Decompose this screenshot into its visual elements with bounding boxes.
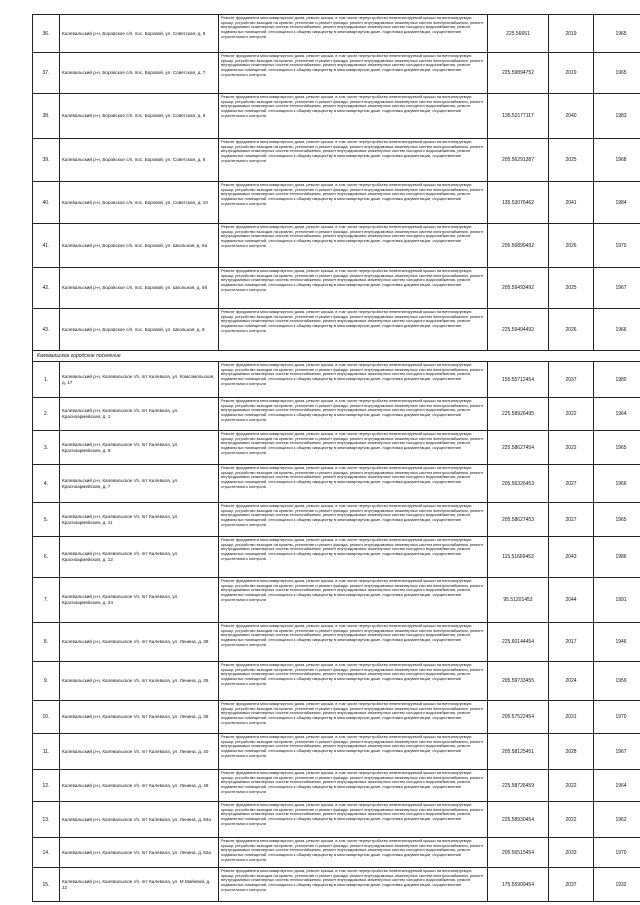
table-row — [33, 537, 640, 578]
row-number: 7. — [33, 578, 60, 623]
repair-year-cell: 2033 — [549, 838, 594, 868]
cost-cell: 155.55712454 — [488, 362, 549, 398]
address-cell: Калевальский р-н, Боровское с/п, пос. Боровой, ул. Школьная, д. 8 — [60, 309, 219, 351]
cost-cell: 205.56899492 — [488, 224, 549, 268]
table-row — [33, 701, 640, 734]
cost-cell: 225.60144454 — [488, 623, 549, 662]
repair-year-cell: 2044 — [549, 578, 594, 623]
works-cell: Ремонт фундамента многоквартирного дома, ремонт крыши, в том числе переустройство невентилируемой крыши на вентилируемую крышу, устройство выходов на кровлю, утепление и ремонт фасада, ремонт внутридомовых инженерных систем электроснабжения, ремонт внутридомовых инженерных систем теплоснабжения, ремонт внутридомовых инженерных систем холодного водоснабжения, ремонт подвальных помещений, относящихся к общему имуществу в многоквартирном доме, подготовка документации, осуществление строительного контроля — [219, 465, 488, 503]
works-cell: Ремонт фундамента многоквартирного дома, ремонт крыши, в том числе переустройство невентилируемой крыши на вентилируемую крышу, устройство выходов на кровлю, утепление и ремонт фасада, ремонт внутридомовых инженерных систем электроснабжения, ремонт внутридомовых инженерных систем теплоснабжения, ремонт внутридомовых инженерных систем холодного водоснабжения, ремонт подвальных помещений, относящихся к общему имуществу в многоквартирном доме, подготовка документации, осуществление строительного контроля — [219, 398, 488, 431]
repair-year-cell: 2022 — [549, 770, 594, 802]
address-cell: Калевальский р-н, Калевальское г/п, пгт Калевала, ул. М.Майнвой, д. 22 — [60, 868, 219, 902]
works-cell: Ремонт фундамента многоквартирного дома, ремонт крыши, в том числе переустройство невентилируемой крыши на вентилируемую крышу, устройство выходов на кровлю, утепление и ремонт фасада, ремонт внутридомовых инженерных систем электроснабжения, ремонт внутридомовых инженерных систем теплоснабжения, ремонт внутридомовых инженерных систем холодного водоснабжения, ремонт подвальных помещений, относящихся к общему имуществу в многоквартирном доме, подготовка документации, осуществление строительного контроля — [219, 15, 488, 53]
table-row — [33, 182, 640, 224]
cost-cell: 205.56291387 — [488, 139, 549, 182]
works-cell: Ремонт фундамента многоквартирного дома, ремонт крыши, в том числе переустройство невентилируемой крыши на вентилируемую крышу, устройство выходов на кровлю, утепление и ремонт фасада, ремонт внутридомовых инженерных систем электроснабжения, ремонт внутридомовых инженерных систем теплоснабжения, ремонт внутридомовых инженерных систем холодного водоснабжения, ремонт подвальных помещений, относящихся к общему имуществу в многоквартирном доме, подготовка документации, осуществление строительного контроля — [219, 838, 488, 868]
row-number: 42. — [33, 268, 60, 309]
address-cell: Калевальский р-н, Калевальское г/п, пгт Калевала, ул. Ленина, д. 38 — [60, 623, 219, 662]
address-cell: Калевальский р-н, Боровское с/п, пос. Боровой, ул. Советская, д. 6 — [60, 15, 219, 53]
works-cell: Ремонт фундамента многоквартирного дома, ремонт крыши, в том числе переустройство невентилируемой крыши на вентилируемую крышу, устройство выходов на кровлю, утепление и ремонт фасада, ремонт внутридомовых инженерных систем электроснабжения, ремонт внутридомовых инженерных систем теплоснабжения, ремонт внутридомовых инженерных систем холодного водоснабжения, ремонт подвальных помещений, относящихся к общему имуществу в многоквартирном доме, подготовка документации, осуществление строительного контроля — [219, 578, 488, 623]
row-number: 3. — [33, 431, 60, 465]
table-row — [33, 431, 640, 465]
build-year-cell: 1991 — [594, 578, 640, 623]
build-year-cell: 1984 — [594, 182, 640, 224]
repair-year-cell: 2027 — [549, 465, 594, 503]
cost-cell: 225.58627454 — [488, 431, 549, 465]
address-cell: Калевальский р-н, Калевальское г/п, пгт Калевала, ул. Красноармейская, д. 12 — [60, 537, 219, 578]
row-number: 37. — [33, 53, 60, 94]
build-year-cell: 1968 — [594, 139, 640, 182]
address-cell: Калевальский р-н, Калевальское г/п, пгт Калевала, ул. Ленина, д. 38 — [60, 701, 219, 734]
row-number: 14. — [33, 838, 60, 868]
repair-year-cell: 2022 — [549, 398, 594, 431]
table-row — [33, 868, 640, 902]
repair-year-cell: 2019 — [549, 53, 594, 94]
section-row — [33, 351, 640, 362]
row-number: 12. — [33, 770, 60, 802]
cost-cell: 135.53076462 — [488, 182, 549, 224]
build-year-cell: 1970 — [594, 224, 640, 268]
table-row — [33, 770, 640, 802]
address-cell: Калевальский р-н, Боровское с/п, пос. Боровой, ул. Школьная, д. 6а — [60, 224, 219, 268]
row-number: 8. — [33, 623, 60, 662]
table-row — [33, 139, 640, 182]
repair-year-cell: 2031 — [549, 701, 594, 734]
address-cell: Калевальский р-н, Калевальское г/п, пгт Калевала, ул. Ленина, д. 84а — [60, 802, 219, 838]
row-number: 11. — [33, 734, 60, 770]
row-number: 1. — [33, 362, 60, 398]
table-row — [33, 53, 640, 94]
address-cell: Калевальский р-н, Калевальское г/п, пгт Калевала, ул. Ленина, д. 36 — [60, 662, 219, 701]
repair-year-cell: 2041 — [549, 182, 594, 224]
row-number: 9. — [33, 662, 60, 701]
cost-cell: 205.57522454 — [488, 701, 549, 734]
address-cell: Калевальский р-н, Калевальское г/п, пгт Калевала, ул. Красноармейская, д. 24 — [60, 578, 219, 623]
table-row — [33, 94, 640, 139]
address-cell: Калевальский р-н, Калевальское г/п, пгт Калевала, ул. Ленина, д. 82а — [60, 838, 219, 868]
row-number: 10. — [33, 701, 60, 734]
address-cell: Калевальский р-н, Калевальское г/п, пгт Калевала, ул. Красноармейская, д. 1 — [60, 398, 219, 431]
row-number: 39. — [33, 139, 60, 182]
repair-year-cell: 2040 — [549, 94, 594, 139]
works-cell: Ремонт фундамента многоквартирного дома, ремонт крыши, в том числе переустройство невентилируемой крыши на вентилируемую крышу, устройство выходов на кровлю, утепление и ремонт фасада, ремонт внутридомовых инженерных систем электроснабжения, ремонт внутридомовых инженерных систем теплоснабжения, ремонт внутридомовых инженерных систем холодного водоснабжения, ремонт подвальных помещений, относящихся к общему имуществу в многоквартирном доме, подготовка документации, осуществление строительного контроля — [219, 53, 488, 94]
cost-cell: 225.59494492 — [488, 309, 549, 351]
row-number: 36. — [33, 15, 60, 53]
build-year-cell: 1966 — [594, 465, 640, 503]
repair-year-cell: 2028 — [549, 734, 594, 770]
capital-repair-table — [32, 14, 640, 902]
cost-cell: 115.51669453 — [488, 537, 549, 578]
build-year-cell: 1970 — [594, 701, 640, 734]
table-row — [33, 503, 640, 537]
address-cell: Калевальский р-н, Боровское с/п, пос. Боровой, ул. Советская, д. 8 — [60, 94, 219, 139]
works-cell: Ремонт фундамента многоквартирного дома, ремонт крыши, в том числе переустройство невентилируемой крыши на вентилируемую крышу, устройство выходов на кровлю, утепление и ремонт фасада, ремонт внутридомовых инженерных систем электроснабжения, ремонт внутридомовых инженерных систем теплоснабжения, ремонт внутридомовых инженерных систем холодного водоснабжения, ремонт подвальных помещений, относящихся к общему имуществу в многоквартирном доме, подготовка документации, осуществление строительного контроля — [219, 431, 488, 465]
cost-cell: 205.56515454 — [488, 838, 549, 868]
works-cell: Ремонт фундамента многоквартирного дома, ремонт крыши, в том числе переустройство невентилируемой крыши на вентилируемую крышу, устройство выходов на кровлю, утепление и ремонт фасада, ремонт внутридомовых инженерных систем электроснабжения, ремонт внутридомовых инженерных систем теплоснабжения, ремонт внутридомовых инженерных систем холодного водоснабжения, ремонт подвальных помещений, относящихся к общему имуществу в многоквартирном доме, подготовка документации, осуществление строительного контроля — [219, 662, 488, 701]
cost-cell: 205.59733455 — [488, 662, 549, 701]
build-year-cell: 1965 — [594, 503, 640, 537]
works-cell: Ремонт фундамента многоквартирного дома, ремонт крыши, в том числе переустройство невентилируемой крыши на вентилируемую крышу, устройство выходов на кровлю, утепление и ремонт фасада, ремонт внутридомовых инженерных систем электроснабжения, ремонт внутридомовых инженерных систем теплоснабжения, ремонт внутридомовых инженерных систем холодного водоснабжения, ремонт подвальных помещений, относящихся к общему имуществу в многоквартирном доме, подготовка документации, осуществление строительного контроля — [219, 868, 488, 902]
works-cell: Ремонт фундамента многоквартирного дома, ремонт крыши, в том числе переустройство невентилируемой крыши на вентилируемую крышу, устройство выходов на кровлю, утепление и ремонт фасада, ремонт внутридомовых инженерных систем электроснабжения, ремонт внутридомовых инженерных систем теплоснабжения, ремонт внутридомовых инженерных систем холодного водоснабжения, ремонт подвальных помещений, относящихся к общему имуществу в многоквартирном доме, подготовка документации, осуществление строительного контроля — [219, 802, 488, 838]
build-year-cell: 1965 — [594, 15, 640, 53]
row-number: 41. — [33, 224, 60, 268]
works-cell: Ремонт фундамента многоквартирного дома, ремонт крыши, в том числе переустройство невентилируемой крыши на вентилируемую крышу, устройство выходов на кровлю, утепление и ремонт фасада, ремонт внутридомовых инженерных систем электроснабжения, ремонт внутридомовых инженерных систем теплоснабжения, ремонт внутридомовых инженерных систем холодного водоснабжения, ремонт подвальных помещений, относящихся к общему имуществу в многоквартирном доме, подготовка документации, осуществление строительного контроля — [219, 182, 488, 224]
table-row — [33, 362, 640, 398]
table-row — [33, 398, 640, 431]
works-cell: Ремонт фундамента многоквартирного дома, ремонт крыши, в том числе переустройство невентилируемой крыши на вентилируемую крышу, устройство выходов на кровлю, утепление и ремонт фасада, ремонт внутридомовых инженерных систем электроснабжения, ремонт внутридомовых инженерных систем теплоснабжения, ремонт внутридомовых инженерных систем холодного водоснабжения, ремонт подвальных помещений, относящихся к общему имуществу в многоквартирном доме, подготовка документации, осуществление строительного контроля — [219, 362, 488, 398]
row-number: 43. — [33, 309, 60, 351]
address-cell: Калевальский р-н, Калевальское г/п, пгт Калевала, ул. Ленина, д. 49 — [60, 770, 219, 802]
works-cell: Ремонт фундамента многоквартирного дома, ремонт крыши, в том числе переустройство невентилируемой крыши на вентилируемую крышу, устройство выходов на кровлю, утепление и ремонт фасада, ремонт внутридомовых инженерных систем электроснабжения, ремонт внутридомовых инженерных систем теплоснабжения, ремонт внутридомовых инженерных систем холодного водоснабжения, ремонт подвальных помещений, относящихся к общему имуществу в многоквартирном доме, подготовка документации, осуществление строительного контроля — [219, 268, 488, 309]
table-row — [33, 268, 640, 309]
address-cell: Калевальский р-н, Боровское с/п, пос. Боровой, ул. Школьная, д. 6б — [60, 268, 219, 309]
repair-year-cell: 2025 — [549, 139, 594, 182]
repair-year-cell: 2025 — [549, 268, 594, 309]
row-number: 4. — [33, 465, 60, 503]
repair-year-cell: 2027 — [549, 503, 594, 537]
build-year-cell: 1980 — [594, 362, 640, 398]
build-year-cell: 1966 — [594, 309, 640, 351]
works-cell: Ремонт фундамента многоквартирного дома, ремонт крыши, в том числе переустройство невентилируемой крыши на вентилируемую крышу, устройство выходов на кровлю, утепление и ремонт фасада, ремонт внутридомовых инженерных систем электроснабжения, ремонт внутридомовых инженерных систем теплоснабжения, ремонт внутридомовых инженерных систем холодного водоснабжения, ремонт подвальных помещений, относящихся к общему имуществу в многоквартирном доме, подготовка документации, осуществление строительного контроля — [219, 701, 488, 734]
table-row — [33, 465, 640, 503]
repair-year-cell: 2037 — [549, 868, 594, 902]
cost-cell: 95.51201453 — [488, 578, 549, 623]
address-cell: Калевальский р-н, Калевальское г/п, пгт Калевала, ул. Красноармейская, д. 6 — [60, 431, 219, 465]
cost-cell: 225.58926495 — [488, 398, 549, 431]
repair-year-cell: 2026 — [549, 224, 594, 268]
table-row — [33, 734, 640, 770]
address-cell: Калевальский р-н, Боровское с/п, пос. Боровой, ул. Советская, д. 10 — [60, 182, 219, 224]
works-cell: Ремонт фундамента многоквартирного дома, ремонт крыши, в том числе переустройство невентилируемой крыши на вентилируемую крышу, устройство выходов на кровлю, утепление и ремонт фасада, ремонт внутридомовых инженерных систем электроснабжения, ремонт внутридомовых инженерных систем теплоснабжения, ремонт внутридомовых инженерных систем холодного водоснабжения, ремонт подвальных помещений, относящихся к общему имуществу в многоквартирном доме, подготовка документации, осуществление строительного контроля — [219, 770, 488, 802]
repair-year-cell: 2022 — [549, 802, 594, 838]
cost-cell: 225.56651 — [488, 15, 549, 53]
build-year-cell: 1967 — [594, 734, 640, 770]
row-number: 40. — [33, 182, 60, 224]
cost-cell: 205.58125451 — [488, 734, 549, 770]
repair-year-cell: 2019 — [549, 15, 594, 53]
address-cell: Калевальский р-н, Калевальское г/п, пгт Калевала, ул. Ленина, д. 40 — [60, 734, 219, 770]
table-row — [33, 224, 640, 268]
repair-year-cell: 2024 — [549, 662, 594, 701]
build-year-cell: 1970 — [594, 838, 640, 868]
works-cell: Ремонт фундамента многоквартирного дома, ремонт крыши, в том числе переустройство невентилируемой крыши на вентилируемую крышу, устройство выходов на кровлю, утепление и ремонт фасада, ремонт внутридомовых инженерных систем электроснабжения, ремонт внутридомовых инженерных систем теплоснабжения, ремонт внутридомовых инженерных систем холодного водоснабжения, ремонт подвальных помещений, относящихся к общему имуществу в многоквартирном доме, подготовка документации, осуществление строительного контроля — [219, 94, 488, 139]
table-row — [33, 309, 640, 351]
build-year-cell: 1965 — [594, 431, 640, 465]
repair-year-cell: 2017 — [549, 623, 594, 662]
repair-year-cell: 2037 — [549, 362, 594, 398]
build-year-cell: 1964 — [594, 398, 640, 431]
works-cell: Ремонт фундамента многоквартирного дома, ремонт крыши, в том числе переустройство невентилируемой крыши на вентилируемую крышу, устройство выходов на кровлю, утепление и ремонт фасада, ремонт внутридомовых инженерных систем электроснабжения, ремонт внутридомовых инженерных систем теплоснабжения, ремонт внутридомовых инженерных систем холодного водоснабжения, ремонт подвальных помещений, относящихся к общему имуществу в многоквартирном доме, подготовка документации, осуществление строительного контроля — [219, 224, 488, 268]
build-year-cell: 1967 — [594, 268, 640, 309]
table-row — [33, 15, 640, 53]
build-year-cell: 1946 — [594, 623, 640, 662]
cost-cell: 205.59493492 — [488, 268, 549, 309]
row-number: 6. — [33, 537, 60, 578]
cost-cell: 135.52177117 — [488, 94, 549, 139]
cost-cell: 225.59894752 — [488, 53, 549, 94]
works-cell: Ремонт фундамента многоквартирного дома, ремонт крыши, в том числе переустройство невентилируемой крыши на вентилируемую крышу, устройство выходов на кровлю, утепление и ремонт фасада, ремонт внутридомовых инженерных систем электроснабжения, ремонт внутридомовых инженерных систем теплоснабжения, ремонт внутридомовых инженерных систем холодного водоснабжения, ремонт подвальных помещений, относящихся к общему имуществу в многоквартирном доме, подготовка документации, осуществление строительного контроля — [219, 734, 488, 770]
works-cell: Ремонт фундамента многоквартирного дома, ремонт крыши, в том числе переустройство невентилируемой крыши на вентилируемую крышу, устройство выходов на кровлю, утепление и ремонт фасада, ремонт внутридомовых инженерных систем электроснабжения, ремонт внутридомовых инженерных систем теплоснабжения, ремонт внутридомовых инженерных систем холодного водоснабжения, ремонт подвальных помещений, относящихся к общему имуществу в многоквартирном доме, подготовка документации, осуществление строительного контроля — [219, 503, 488, 537]
address-cell: Калевальский р-н, Калевальское г/п, пгт Калевала, ул. Комсомольская, д. 17 — [60, 362, 219, 398]
cost-cell: 175.55909454 — [488, 868, 549, 902]
address-cell: Калевальский р-н, Калевальское г/п, пгт Калевала, ул. Красноармейская, д. 11 — [60, 503, 219, 537]
address-cell: Калевальский р-н, Боровское с/п, пос. Боровой, ул. Советская, д. 7 — [60, 53, 219, 94]
table-row — [33, 662, 640, 701]
build-year-cell: 1983 — [594, 94, 640, 139]
row-number: 5. — [33, 503, 60, 537]
works-cell: Ремонт фундамента многоквартирного дома, ремонт крыши, в том числе переустройство невентилируемой крыши на вентилируемую крышу, устройство выходов на кровлю, утепление и ремонт фасада, ремонт внутридомовых инженерных систем электроснабжения, ремонт внутридомовых инженерных систем теплоснабжения, ремонт внутридомовых инженерных систем холодного водоснабжения, ремонт подвальных помещений, относящихся к общему имуществу в многоквартирном доме, подготовка документации, осуществление строительного контроля — [219, 623, 488, 662]
works-cell: Ремонт фундамента многоквартирного дома, ремонт крыши, в том числе переустройство невентилируемой крыши на вентилируемую крышу, устройство выходов на кровлю, утепление и ремонт фасада, ремонт внутридомовых инженерных систем электроснабжения, ремонт внутридомовых инженерных систем теплоснабжения, ремонт внутридомовых инженерных систем холодного водоснабжения, ремонт подвальных помещений, относящихся к общему имуществу в многоквартирном доме, подготовка документации, осуществление строительного контроля — [219, 309, 488, 351]
address-cell: Калевальский р-н, Боровское с/п, пос. Боровой, ул. Советская, д. 9 — [60, 139, 219, 182]
cost-cell: 205.56326453 — [488, 465, 549, 503]
works-cell: Ремонт фундамента многоквартирного дома, ремонт крыши, в том числе переустройство невентилируемой крыши на вентилируемую крышу, устройство выходов на кровлю, утепление и ремонт фасада, ремонт внутридомовых инженерных систем электроснабжения, ремонт внутридомовых инженерных систем теплоснабжения, ремонт внутридомовых инженерных систем холодного водоснабжения, ремонт подвальных помещений, относящихся к общему имуществу в многоквартирном доме, подготовка документации, осуществление строительного контроля — [219, 139, 488, 182]
build-year-cell: 1964 — [594, 770, 640, 802]
cost-cell: 225.58726459 — [488, 770, 549, 802]
document-page — [32, 14, 627, 902]
build-year-cell: 1932 — [594, 868, 640, 902]
repair-year-cell: 2043 — [549, 537, 594, 578]
row-number: 15. — [33, 868, 60, 902]
address-cell: Калевальский р-н, Калевальское г/п, пгт Калевала, ул. Красноармейская, д. 7 — [60, 465, 219, 503]
row-number: 2. — [33, 398, 60, 431]
section-title: Калевальское городское поселение — [33, 351, 640, 362]
repair-year-cell: 2022 — [549, 431, 594, 465]
table-row — [33, 838, 640, 868]
row-number: 38. — [33, 94, 60, 139]
build-year-cell: 1965 — [594, 53, 640, 94]
repair-year-cell: 2026 — [549, 309, 594, 351]
cost-cell: 205.58627453 — [488, 503, 549, 537]
row-number: 13. — [33, 802, 60, 838]
cost-cell: 225.58930454 — [488, 802, 549, 838]
build-year-cell: 1959 — [594, 662, 640, 701]
build-year-cell: 1986 — [594, 537, 640, 578]
table-row — [33, 578, 640, 623]
works-cell: Ремонт фундамента многоквартирного дома, ремонт крыши, в том числе переустройство невентилируемой крыши на вентилируемую крышу, устройство выходов на кровлю, утепление и ремонт фасада, ремонт внутридомовых инженерных систем электроснабжения, ремонт внутридомовых инженерных систем теплоснабжения, ремонт внутридомовых инженерных систем холодного водоснабжения, ремонт подвальных помещений, относящихся к общему имуществу в многоквартирном доме, подготовка документации, осуществление строительного контроля — [219, 537, 488, 578]
table-row — [33, 623, 640, 662]
table-row — [33, 802, 640, 838]
build-year-cell: 1962 — [594, 802, 640, 838]
